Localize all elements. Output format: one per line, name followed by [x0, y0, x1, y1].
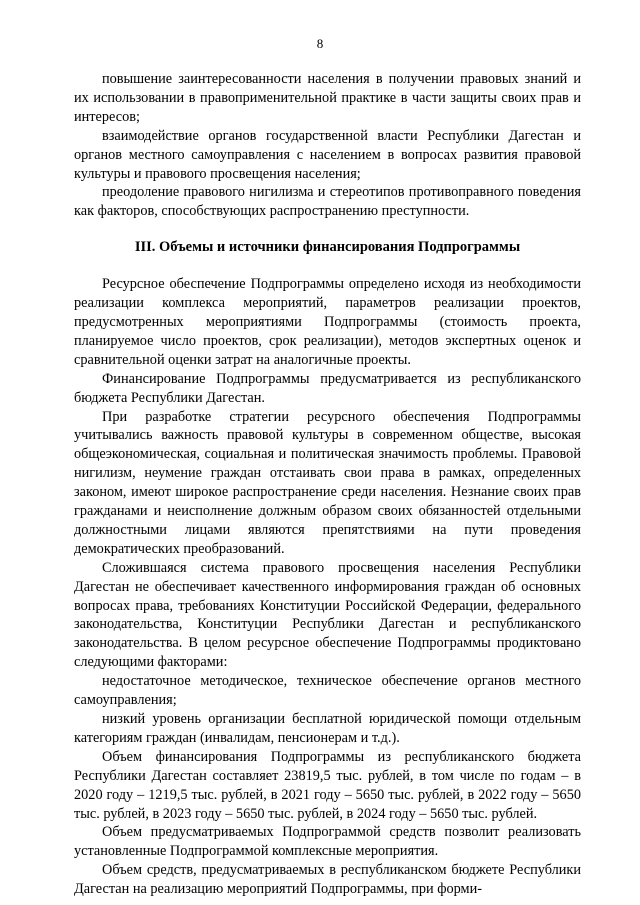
section-heading: III. Объемы и источники финансирования Подпрограммы [134, 239, 521, 256]
paragraph: Финансирование Подпрограммы предусматривается из республиканского бюджета Республики Дагестан. [74, 370, 581, 406]
paragraph: недостаточное методическое, техническое обеспечение органов местного самоуправления; [74, 673, 581, 709]
paragraph: Объем предусматриваемых Подпрограммой средств позволит реализовать установленные Подпрограммой комплексные мероприятия. [74, 824, 581, 860]
paragraph: преодоление правового нигилизма и стереотипов противоправного поведения как факторов, способствующих распространению преступности. [74, 184, 581, 220]
paragraph: Объем финансирования Подпрограммы из республиканского бюджета Республики Дагестан составляет 23819,5 тыс. рублей, в том числе по годам – в 2020 году – 1219,5 тыс. рублей, в 2021 году – 5650 тыс. рублей, в 2022 году – 5650 тыс. рублей, в 2023 году – 5650 тыс. рублей, в 2024 году – 5650 тыс. рублей. [74, 748, 581, 822]
document-body [74, 70, 581, 899]
paragraph: низкий уровень организации бесплатной юридической помощи отдельным категориям граждан (инвалидам, пенсионерам и т.д.). [74, 711, 581, 746]
page-number: 8 [316, 36, 324, 51]
paragraph: Ресурсное обеспечение Подпрограммы определено исходя из необходимости реализации комплекса мероприятий, параметров реализации проектов, предусмотренных мероприятиями Подпрограммы (стоимость проекта, планируемое число проектов, срок реализации), методов экспертных оценок и сравнительной оценки затрат на аналогичные проекты. [74, 276, 581, 368]
paragraph: повышение заинтересованности населения в получении правовых знаний и их использовании в правоприменительной практике в части защиты своих прав и интересов; [74, 71, 581, 125]
paragraph: взаимодействие органов государственной власти Республики Дагестан и органов местного самоуправления с населением в вопросах развития правовой культуры и правового просвещения населения; [74, 127, 581, 182]
paragraph: При разработке стратегии ресурсного обеспечения Подпрограммы учитывались важность правовой культуры в современном обществе, высокая общеэкономическая, социальная и политическая значимость проблемы. Правовой нигилизм, неумение граждан отстаивать свои права в рамках, определенных законом, имеют широкое распространение среди населения. Незнание своих прав гражданами и неисполнение должным образом своих обязанностей отдельными должностными лицами являются препятствиями на пути проведения демократических преобразований. [74, 408, 581, 557]
paragraph: Сложившаяся система правового просвещения населения Республики Дагестан не обеспечивает качественного информирования граждан об основных вопросах права, требованиях Конституции Российской Федерации, федерального законодательства, Конституции Республики Дагестан и республиканского законодательства. В целом ресурсное обеспечение Подпрограммы продиктовано следующими факторами: [74, 559, 581, 671]
paragraph: Объем средств, предусматриваемых в республиканском бюджете Республики Дагестан на реализацию мероприятий Подпрограммы, при форми- [74, 862, 581, 898]
